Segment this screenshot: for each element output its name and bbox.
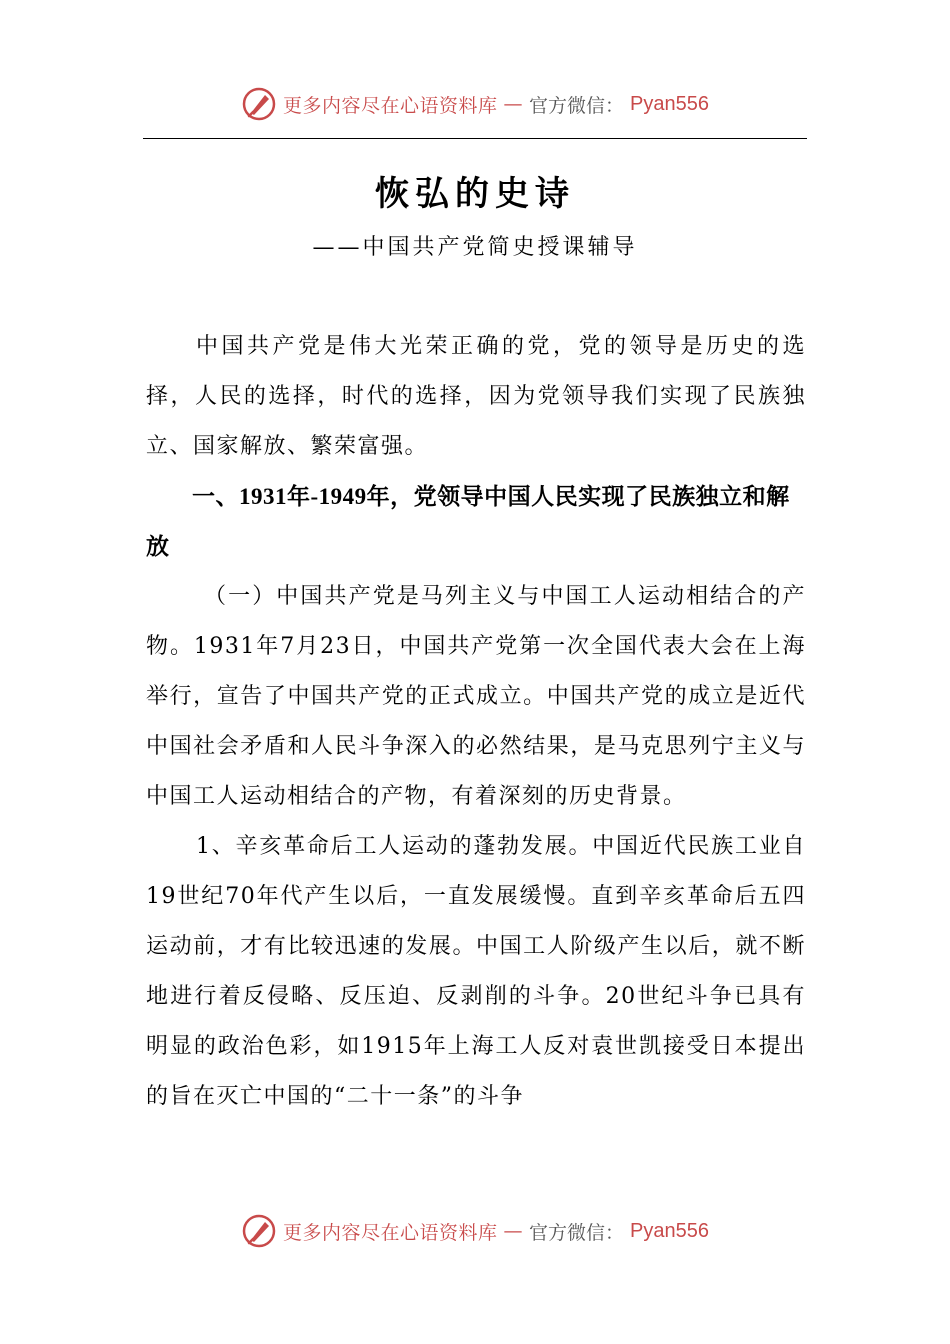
document-body xyxy=(146,322,806,1122)
pen-nib-logo-icon xyxy=(241,1213,277,1249)
pen-nib-logo-icon xyxy=(241,86,277,122)
document-subtitle: ——中国共产党简史授课辅导 xyxy=(312,235,638,260)
header-banner xyxy=(0,82,950,126)
intro-paragraph: 中国共产党是伟大光荣正确的党，党的领导是历史的选择，人民的选择，时代的选择，因为党领导我们实现了民族独立、国家解放、繁荣富强。 xyxy=(146,334,806,459)
header-divider xyxy=(143,138,807,139)
footer-separator: — xyxy=(503,1220,524,1242)
point-paragraph: 1、辛亥革命后工人运动的蓬勃发展。中国近代民族工业自19世纪70年代产生以后，一直发展缓慢。直到辛亥革命后五四运动前，才有比较迅速的发展。中国工人阶级产生以后，就不断地进行着反侵略、反压迫、反剥削的斗争。20世纪斗争已具有明显的政治色彩，如1915年上海工人反对袁世凯接受日本提出的旨在灭亡中国的“二十一条”的斗争 xyxy=(146,834,806,1109)
banner-separator: — xyxy=(503,93,524,115)
footer-banner xyxy=(0,1209,950,1253)
banner-site-text: 更多内容尽在心语资料库 xyxy=(283,94,498,117)
subsection-paragraph: （一）中国共产党是马列主义与中国工人运动相结合的产物。1931年7月23日，中国共产党第一次全国代表大会在上海举行，宣告了中国共产党的正式成立。中国共产党的成立是近代中国社会矛盾和人民斗争深入的必然结果，是马克思列宁主义与中国工人运动相结合的产物，有着深刻的历史背景。 xyxy=(146,584,806,809)
footer-site-text: 更多内容尽在心语资料库 xyxy=(283,1221,498,1244)
footer-wechat-id: Pyan556 xyxy=(630,1219,709,1242)
banner-label: 官方微信： xyxy=(529,94,625,117)
footer-label: 官方微信： xyxy=(529,1221,625,1244)
document-title: 恢弘的史诗 xyxy=(375,174,575,214)
section-heading: 一、1931年-1949年，党领导中国人民实现了民族独立和解放 xyxy=(146,484,790,559)
banner-wechat-id: Pyan556 xyxy=(630,92,709,115)
